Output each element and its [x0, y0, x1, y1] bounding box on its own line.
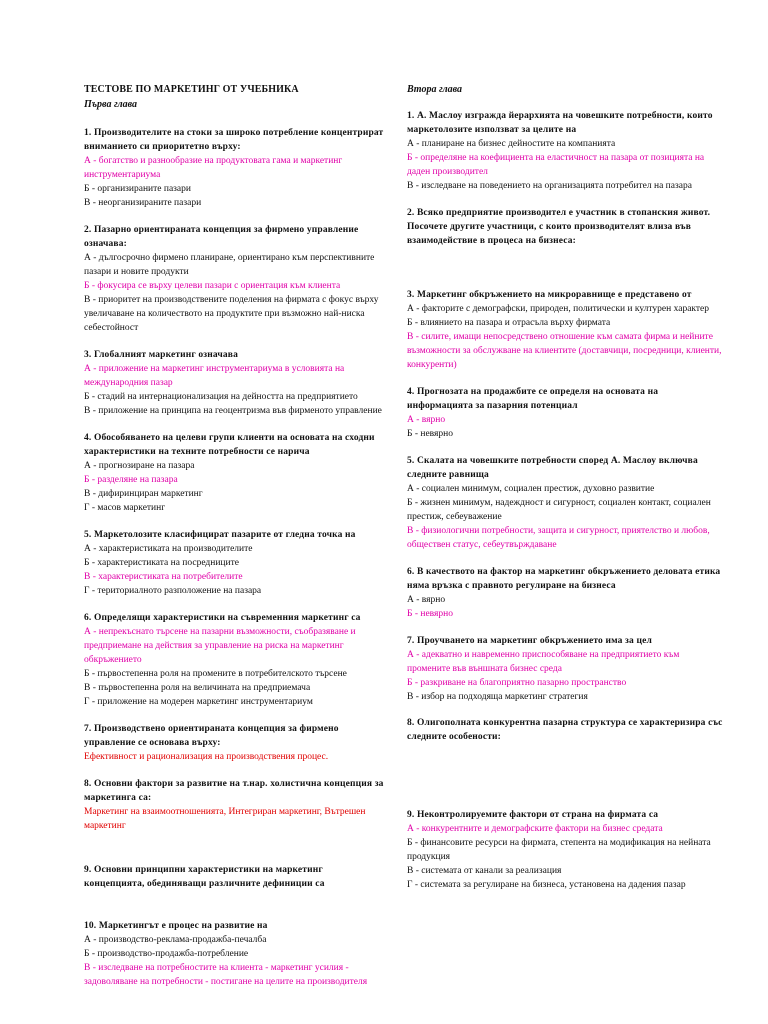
answer-option: Б - жизнен минимум, надеждност и сигурност, социален контакт, социален престиж, себеуважение	[407, 498, 711, 522]
answer-option-highlighted: А - приложение на маркетинг инструментариума в условията на международния пазар	[84, 364, 345, 388]
question-text: 5. Маркетолозите класифицират пазарите от гледна точка на	[84, 530, 356, 540]
answer-option-highlighted: Б - фокусира се върху целеви пазари с ориентация към клиента	[84, 281, 341, 291]
question-text: 3. Глобалният маркетинг означава	[84, 350, 238, 360]
question-text: 9. Основни принципни характеристики на маркетинг концепцията, обединяващи различните дефиниции са	[84, 865, 325, 889]
chapter-heading: Втора глава	[407, 84, 463, 95]
question-text: 6. Определящи характеристики на съвременния маркетинг са	[84, 613, 361, 623]
answer-option-highlighted: А - непрекъснато търсене на пазарни възможности, съобразяване и предприемане на действия за управление на риска на маркетинг обкръжението	[84, 627, 356, 665]
answer-option-highlighted: Б - разделяне на пазара	[84, 475, 178, 485]
answer-option-highlighted: А - конкурентните и демографските фактори на бизнес средата	[407, 824, 663, 834]
question-text: 8. Олигополната конкурентна пазарна структура се характеризира със следните особености:	[407, 718, 723, 742]
answer-option: Г - териториалното разположение на пазара	[84, 586, 262, 596]
question-block	[407, 109, 723, 193]
answer-option: Б - влиянието на пазара и отрасъла върху фирмата	[407, 318, 611, 328]
answer-option: Б - характеристиката на посредниците	[84, 558, 239, 568]
question-list	[84, 126, 384, 989]
question-text: 5. Скалата на човешките потребности според А. Маслоу включва следните равнища	[407, 456, 698, 480]
answer-option-highlighted: Б - невярно	[407, 609, 453, 619]
answer-option: А - характеристиката на производителите	[84, 544, 253, 554]
question-block	[407, 288, 723, 372]
question-text: 4. Обособяването на целеви групи клиенти на основата на сходни характеристики на техните потребности се нарича	[84, 433, 375, 457]
answer-option: А - планиране на бизнес дейностите на компанията	[407, 139, 616, 149]
question-text: 9. Неконтролируемите фактори от страна на фирмата са	[407, 810, 659, 820]
answer-option: А - дългосрочно фирмено планиране, ориентирано към перспективните пазари и новите продукти	[84, 253, 375, 277]
answer-option-highlighted: В - изследване на потребностите на клиента - маркетинг усилия - задоволяване на потребности - постигане на целите на производителя	[84, 963, 368, 987]
question-text: 10. Маркетингът е процес на развитие на	[84, 921, 268, 931]
answer-option-highlighted: В - физиологични потребности, защита и сигурност, приятелство и любов, обществен статус, себеутвърждаване	[407, 526, 710, 550]
question-block	[84, 722, 384, 764]
question-block	[407, 385, 723, 441]
question-text: 2. Всяко предприятие производител е участник в стопанския живот. Посочете другите участници, с които производителят влиза във взаимодействие в процеса на бизнеса:	[407, 208, 711, 246]
answer-option-highlighted: А - адекватно и навременно приспособяване на предприятието към промените във външната бизнес среда	[407, 650, 680, 674]
answer-option-highlighted: А - вярно	[407, 415, 446, 425]
answer-option: Б - невярно	[407, 429, 453, 439]
left-column	[84, 82, 384, 989]
answer-option-highlighted: Б - разкриване на благоприятно пазарно пространство	[407, 678, 627, 688]
chapter-heading: Първа глава	[84, 99, 138, 110]
answer-option: А - производство-реклама-продажба-печалба	[84, 935, 267, 945]
question-text: 8. Основни фактори за развитие на т.нар. холистична концепция за маркетинга са:	[84, 779, 384, 803]
answer-option: В - избор на подходяща маркетинг стратегия	[407, 692, 588, 702]
answer-option: В - дифиринциран маркетинг	[84, 489, 203, 499]
answer-option-highlighted: Б - определяне на коефициента на еластичност на пазара от позицията на даден производител	[407, 153, 705, 177]
answer-option: Г - масов маркетинг	[84, 503, 166, 513]
question-list	[407, 109, 723, 892]
question-block	[84, 611, 384, 709]
question-block	[407, 454, 723, 552]
answer-option: В - приоритет на производствените поделения на фирмата с фокус върху увеличаване на количеството на продуктите при възможно най-ниска себестойност	[84, 295, 379, 333]
question-text: 1. Производителите на стоки за широко потребление концентрират вниманието си приоритетно върху:	[84, 128, 384, 152]
question-block	[84, 777, 384, 833]
question-text: 3. Маркетинг обкръжението на микроравнище е представено от	[407, 290, 692, 300]
answer-option: В - изследване на поведението на организацията потребител на пазара	[407, 181, 692, 191]
answer-option: А - прогнозиране на пазара	[84, 461, 195, 471]
question-text: 6. В качеството на фактор на маркетинг обкръжението деловата етика няма връзка с правното регулиране на бизнеса	[407, 567, 721, 591]
question-block	[84, 223, 384, 335]
answer-option: Г - системата за регулиране на бизнеса, установена на дадения пазар	[407, 880, 686, 890]
answer-option: А - вярно	[407, 595, 446, 605]
question-block	[407, 634, 723, 704]
question-block	[407, 808, 723, 892]
question-block	[407, 716, 723, 744]
question-block	[407, 565, 723, 621]
question-block	[84, 863, 384, 891]
answer-option: В - приложение на принципа на геоцентризма във фирменото управление	[84, 406, 382, 416]
answer-option-highlighted: В - характеристиката на потребителите	[84, 572, 243, 582]
answer-option: В - първостепенна роля на величината на предприемача	[84, 683, 311, 693]
question-block	[84, 919, 384, 989]
question-text: 4. Прогнозата на продажбите се определя на основата на информацията за пазарния потенциал	[407, 387, 659, 411]
answer-option: Б - първостепенна роля на промените в потребителското търсене	[84, 669, 347, 679]
answer-option: В - системата от канали за реализация	[407, 866, 562, 876]
answer-option: А - факторите с демографски, природен, политически и културен характер	[407, 304, 710, 314]
right-column	[407, 82, 723, 892]
question-block	[84, 126, 384, 210]
question-text: 7. Производствено ориентираната концепция за фирмено управление се основава върху:	[84, 724, 339, 748]
document-title: ТЕСТОВЕ ПО МАРКЕТИНГ ОТ УЧЕБНИКА	[84, 84, 299, 95]
answer-option: Б - финансовите ресурси на фирмата, степента на модификация на нейната продукция	[407, 838, 711, 862]
question-text: 1. А. Маслоу изгражда йерархията на човешките потребности, които маркетолозите използват за целите на	[407, 111, 713, 135]
answer-option: Б - организираните пазари	[84, 184, 191, 194]
answer-option: Б - производство-продажба-потребление	[84, 949, 249, 959]
answer-option-highlighted: Ефективност и рационализация на производствения процес.	[84, 752, 329, 762]
answer-option: А - социален минимум, социален престиж, духовно развитие	[407, 484, 655, 494]
answer-option-highlighted: Маркетинг на взаимоотношенията, Интегриран маркетинг, Вътрешен маркетинг	[84, 807, 366, 831]
answer-option: Г - приложение на модерен маркетинг инструментариум	[84, 697, 313, 707]
answer-option-highlighted: В - силите, имащи непосредствено отношение към самата фирма и нейните възможности за обслужване на клиентите (доставчици, посредници, клиенти, конкуренти)	[407, 332, 722, 370]
answer-option: Б - стадий на интернационализация на дейността на предприятието	[84, 392, 358, 402]
question-block	[84, 348, 384, 418]
answer-option-highlighted: А - богатство и разнообразие на продуктовата гама и маркетинг инструментариума	[84, 156, 343, 180]
question-block	[84, 431, 384, 515]
question-text: 2. Пазарно ориентираната концепция за фирмено управление означава:	[84, 225, 359, 249]
question-text: 7. Проучването на маркетинг обкръжението има за цел	[407, 636, 652, 646]
question-block	[407, 206, 723, 248]
question-block	[84, 528, 384, 598]
answer-option: В - неорганизираните пазари	[84, 198, 202, 208]
